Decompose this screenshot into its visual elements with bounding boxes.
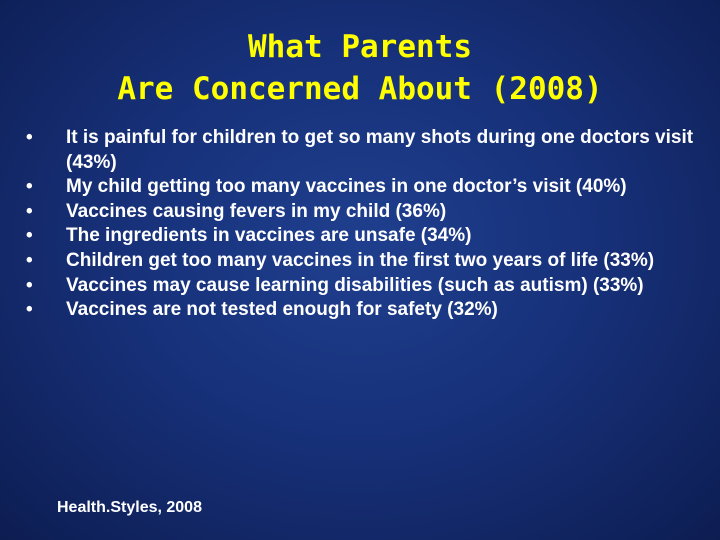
bullet-item: [26, 200, 696, 225]
bullet-icon: •: [26, 299, 33, 321]
bullet-text: It is painful for children to get so many shots during one doctors visit (43%): [66, 127, 694, 173]
bullet-text: Vaccines causing fevers in my child (36%): [66, 200, 447, 222]
bullet-item: [26, 175, 696, 200]
slide-title-line-2: Are Concerned About (2008): [117, 71, 603, 107]
bullet-text: Children get too many vaccines in the first two years of life (33%): [66, 249, 655, 271]
bullet-icon: •: [26, 176, 33, 198]
bullet-icon: •: [26, 249, 33, 271]
bullet-icon: •: [26, 274, 33, 296]
bullet-list: [26, 126, 696, 323]
slide-title: [0, 26, 720, 110]
source-citation: Health.Styles, 2008: [57, 499, 202, 516]
bullet-icon: •: [26, 225, 33, 247]
bullet-item: [26, 249, 696, 274]
slide-title-line-1: What Parents: [248, 29, 472, 65]
bullet-text: Vaccines are not tested enough for safety (32%): [66, 299, 498, 321]
bullet-text: The ingredients in vaccines are unsafe (34%): [66, 225, 472, 247]
bullet-item: [26, 274, 696, 299]
bullet-item: [26, 126, 696, 175]
bullet-icon: •: [26, 200, 33, 222]
bullet-item: [26, 298, 696, 323]
bullet-item: [26, 224, 696, 249]
bullet-text: My child getting too many vaccines in one doctor’s visit (40%): [66, 176, 627, 198]
bullet-icon: •: [26, 127, 33, 148]
bullet-text: Vaccines may cause learning disabilities (such as autism) (33%): [66, 274, 644, 296]
